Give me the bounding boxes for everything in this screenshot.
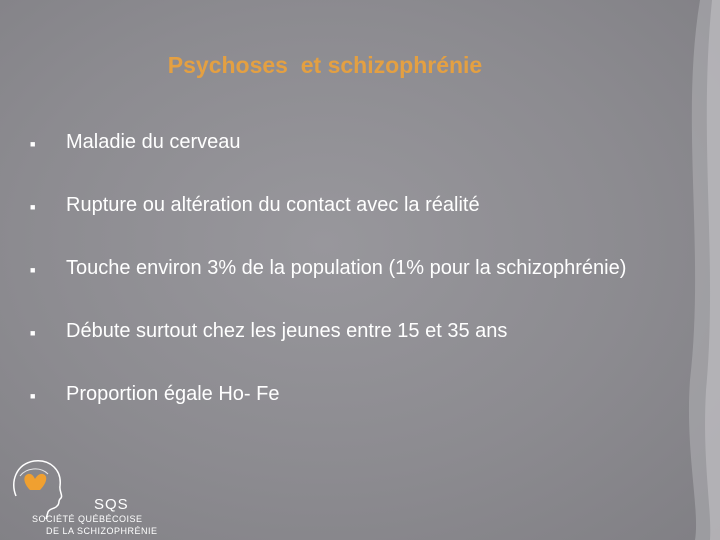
bullet-item <box>30 319 630 344</box>
square-bullet-icon: ■ <box>30 328 36 338</box>
sqs-logo <box>6 456 156 540</box>
logo-line-2: DE LA SCHIZOPHRÉNIE <box>46 526 158 536</box>
bullet-item <box>30 193 630 218</box>
decorative-curve <box>660 0 720 540</box>
square-bullet-icon: ■ <box>30 139 36 149</box>
bullet-item <box>30 256 630 281</box>
bullet-text: Proportion égale Ho- Fe <box>66 383 280 405</box>
bullet-text: Rupture ou altération du contact avec la réalité <box>66 194 480 216</box>
square-bullet-icon: ■ <box>30 265 36 275</box>
bullet-item <box>30 382 630 407</box>
bullet-list <box>30 130 630 445</box>
bullet-text: Maladie du cerveau <box>66 131 241 153</box>
logo-acronym: SQS <box>94 496 129 513</box>
bullet-item <box>30 130 630 155</box>
square-bullet-icon: ■ <box>30 202 36 212</box>
head-profile-icon <box>6 456 76 520</box>
bullet-text: Touche environ 3% de la population (1% pour la schizophrénie) <box>66 257 627 279</box>
logo-line-1: SOCIÉTÉ QUÉBÉCOISE <box>32 514 143 524</box>
square-bullet-icon: ■ <box>30 391 36 401</box>
slide-title: Psychoses et schizophrénie <box>167 52 483 78</box>
bullet-text: Débute surtout chez les jeunes entre 15 et 35 ans <box>66 320 508 342</box>
